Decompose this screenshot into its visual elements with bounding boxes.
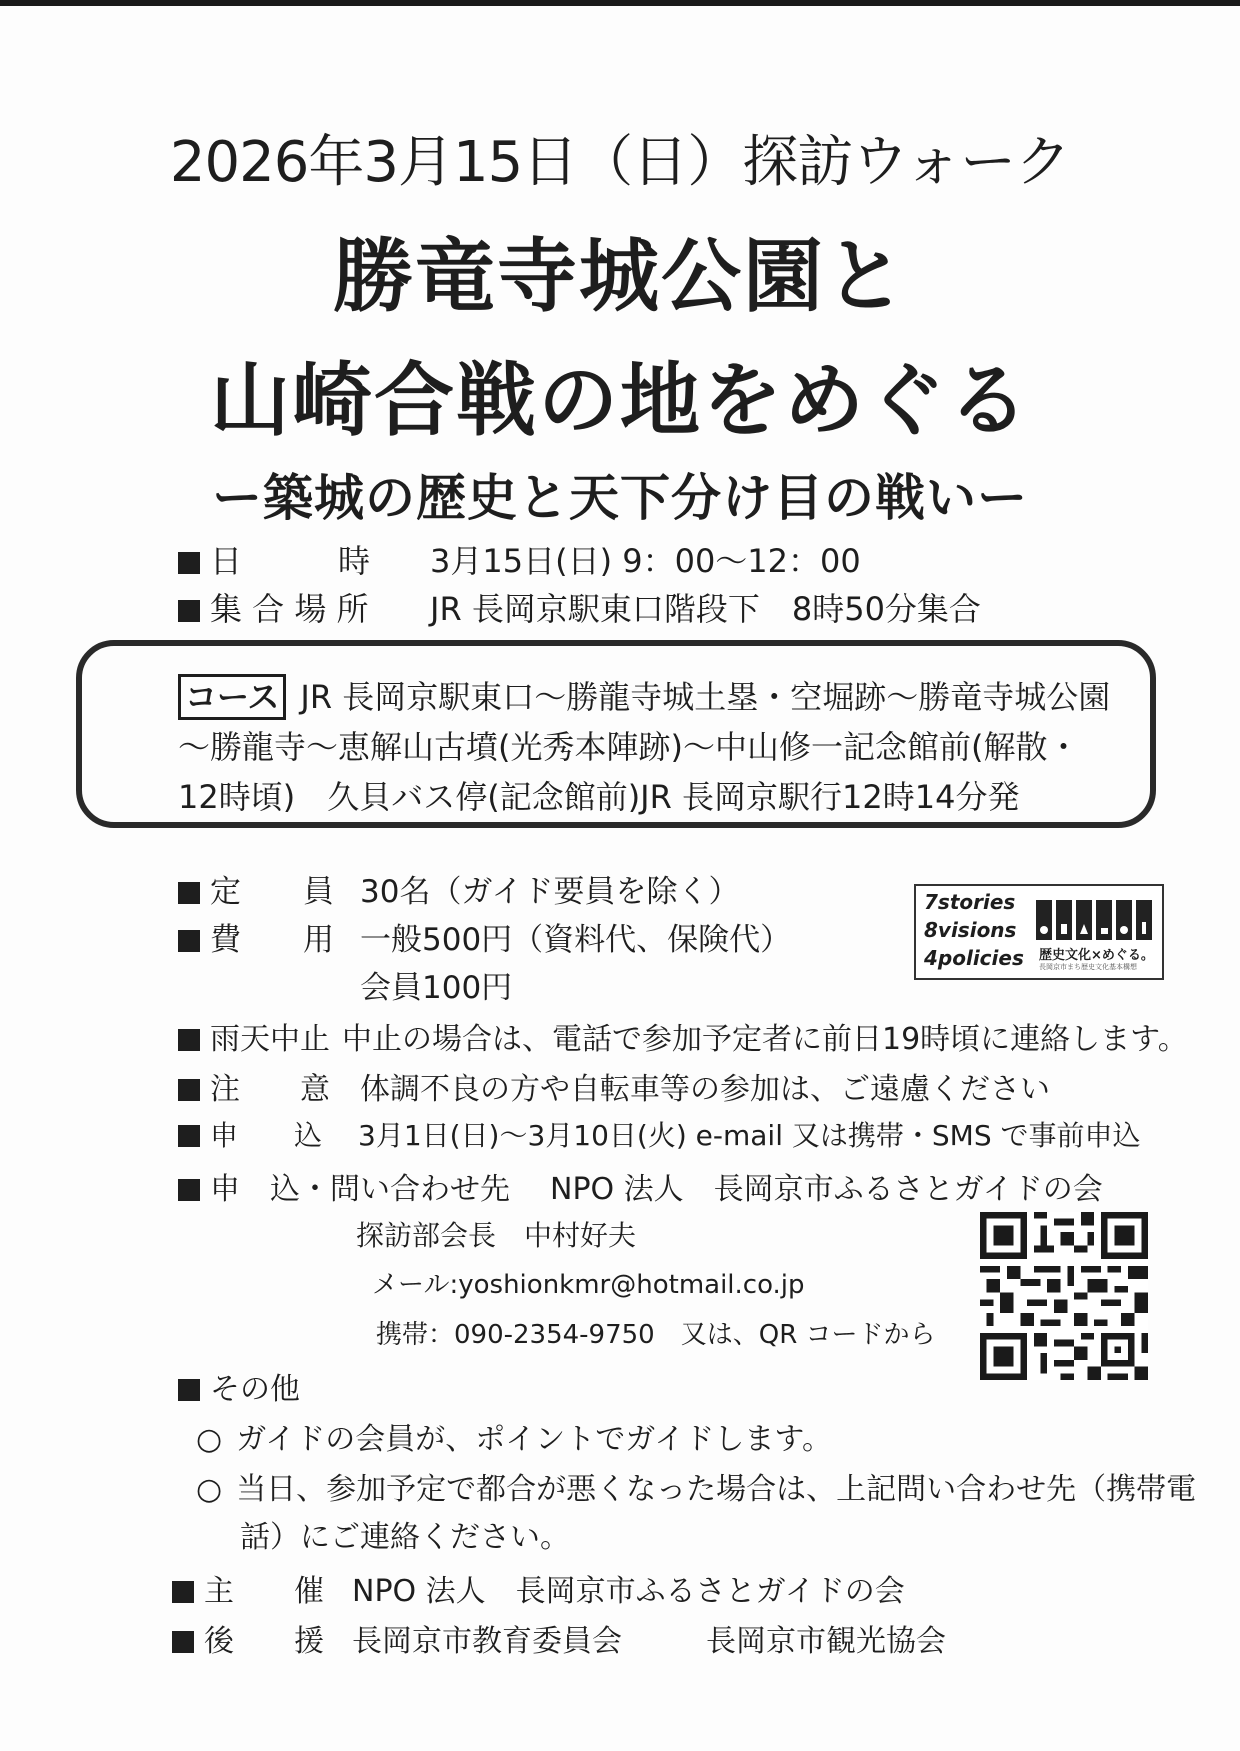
circle-bullet-icon: ○ — [196, 1472, 223, 1507]
square-bullet-icon — [178, 882, 200, 904]
square-bullet-icon — [178, 1379, 200, 1401]
host-value: NPO 法人 長岡京市ふるさとガイドの会 — [352, 1574, 905, 1609]
datetime-value: 3月15日(日) 9：00～12：00 — [430, 542, 861, 580]
event-title-line2: 山崎合戦の地をめぐる — [210, 354, 1030, 447]
course-line1-text: JR 長岡京駅東口～勝龍寺城土塁・空堀跡～勝竜寺城公園 — [300, 678, 1111, 716]
contact-label: 申 込・問い合わせ先 — [210, 1172, 510, 1207]
host-row — [172, 1566, 905, 1610]
contact-row — [178, 1164, 1103, 1208]
other-item2-line2: 話）にご連絡ください。 — [240, 1520, 570, 1555]
event-title-line1: 勝竜寺城公園と — [333, 230, 907, 323]
logo-caption: 歴史文化×めぐる。 — [1039, 948, 1154, 963]
fee-value2: 会員100円 — [360, 970, 513, 1006]
square-bullet-icon — [178, 930, 200, 952]
datetime-label: 日 時 — [210, 542, 371, 580]
logo-line3: 4policies — [924, 946, 1024, 970]
square-bullet-icon — [178, 1125, 200, 1147]
other-item1-text: ガイドの会員が、ポイントでガイドします。 — [236, 1422, 832, 1457]
fee-label: 費 用 — [210, 922, 334, 958]
contact-email: メール:yoshionkmr@hotmail.co.jp — [372, 1270, 805, 1300]
apply-value: 3月1日(日)～3月10日(火) e-mail 又は携帯・SMS で事前申込 — [358, 1119, 1141, 1152]
square-bullet-icon — [178, 552, 200, 574]
apply-row — [178, 1114, 1141, 1154]
square-bullet-icon — [172, 1631, 194, 1653]
rain-label: 雨天中止 — [210, 1022, 330, 1057]
event-subtitle: ー築城の歴史と天下分け目の戦いー — [212, 469, 1028, 527]
meeting-label: 集 合 場 所 — [210, 590, 369, 628]
scan-edge — [0, 0, 1240, 6]
logo-bars-icon — [1036, 900, 1158, 940]
note-label: 注 意 — [210, 1072, 330, 1107]
logo-fineprint: 長岡京市まち歴史文化基本構想 — [1039, 963, 1137, 971]
square-bullet-icon — [178, 600, 200, 622]
rain-row — [178, 1014, 1188, 1058]
capacity-row — [178, 866, 740, 911]
datetime-row — [178, 536, 861, 582]
contact-person: 探訪部会長 中村好夫 — [356, 1219, 637, 1252]
square-bullet-icon — [178, 1079, 200, 1101]
course-line3: 12時頃) 久貝バス停(記念館前)JR 長岡京駅行12時14分発 — [178, 778, 1020, 816]
other-row — [178, 1364, 300, 1408]
event-date-heading: 2026年3月15日（日）探訪ウォーク — [169, 130, 1071, 195]
fee-value1: 一般500円（資料代、保険代） — [360, 922, 792, 958]
square-bullet-icon — [178, 1029, 200, 1051]
capacity-label: 定 員 — [210, 874, 334, 910]
note-value: 体調不良の方や自転車等の参加は、ご遠慮ください — [360, 1072, 1050, 1107]
other-item2-text: 当日、参加予定で都合が悪くなった場合は、上記問い合わせ先（携帯電 — [236, 1472, 1197, 1507]
square-bullet-icon — [178, 1179, 200, 1201]
contact-value: NPO 法人 長岡京市ふるさとガイドの会 — [550, 1172, 1103, 1207]
support-value1: 長岡京市教育委員会 — [352, 1624, 622, 1659]
apply-label: 申 込 — [210, 1119, 323, 1152]
meeting-value: JR 長岡京駅東口階段下 8時50分集合 — [430, 590, 981, 628]
support-value2: 長岡京市観光協会 — [706, 1624, 946, 1659]
fee-row — [178, 914, 791, 959]
contact-phone: 携帯：090-2354-9750 又は、QR コードから — [376, 1320, 936, 1350]
rain-value: 中止の場合は、電話で参加予定者に前日19時頃に連絡します。 — [342, 1022, 1188, 1057]
capacity-value: 30名（ガイド要員を除く） — [360, 874, 740, 910]
support-row — [172, 1616, 946, 1660]
support-label: 後 援 — [204, 1624, 324, 1659]
logo-line2: 8visions — [924, 918, 1017, 942]
other-item1 — [196, 1414, 832, 1458]
host-label: 主 催 — [204, 1574, 324, 1609]
note-row — [178, 1064, 1050, 1108]
course-line2: ～勝龍寺～恵解山古墳(光秀本陣跡)～中山修一記念館前(解散・ — [178, 728, 1080, 766]
logo-line1: 7stories — [924, 890, 1016, 914]
circle-bullet-icon: ○ — [196, 1422, 223, 1457]
other-label: その他 — [210, 1372, 300, 1407]
qr-code-icon[interactable] — [980, 1212, 1148, 1380]
course-line1 — [178, 672, 1110, 720]
policy-logo — [914, 884, 1164, 980]
other-item2 — [196, 1464, 1196, 1508]
square-bullet-icon — [172, 1581, 194, 1603]
course-tag: コース — [178, 674, 286, 720]
meeting-row — [178, 584, 981, 630]
